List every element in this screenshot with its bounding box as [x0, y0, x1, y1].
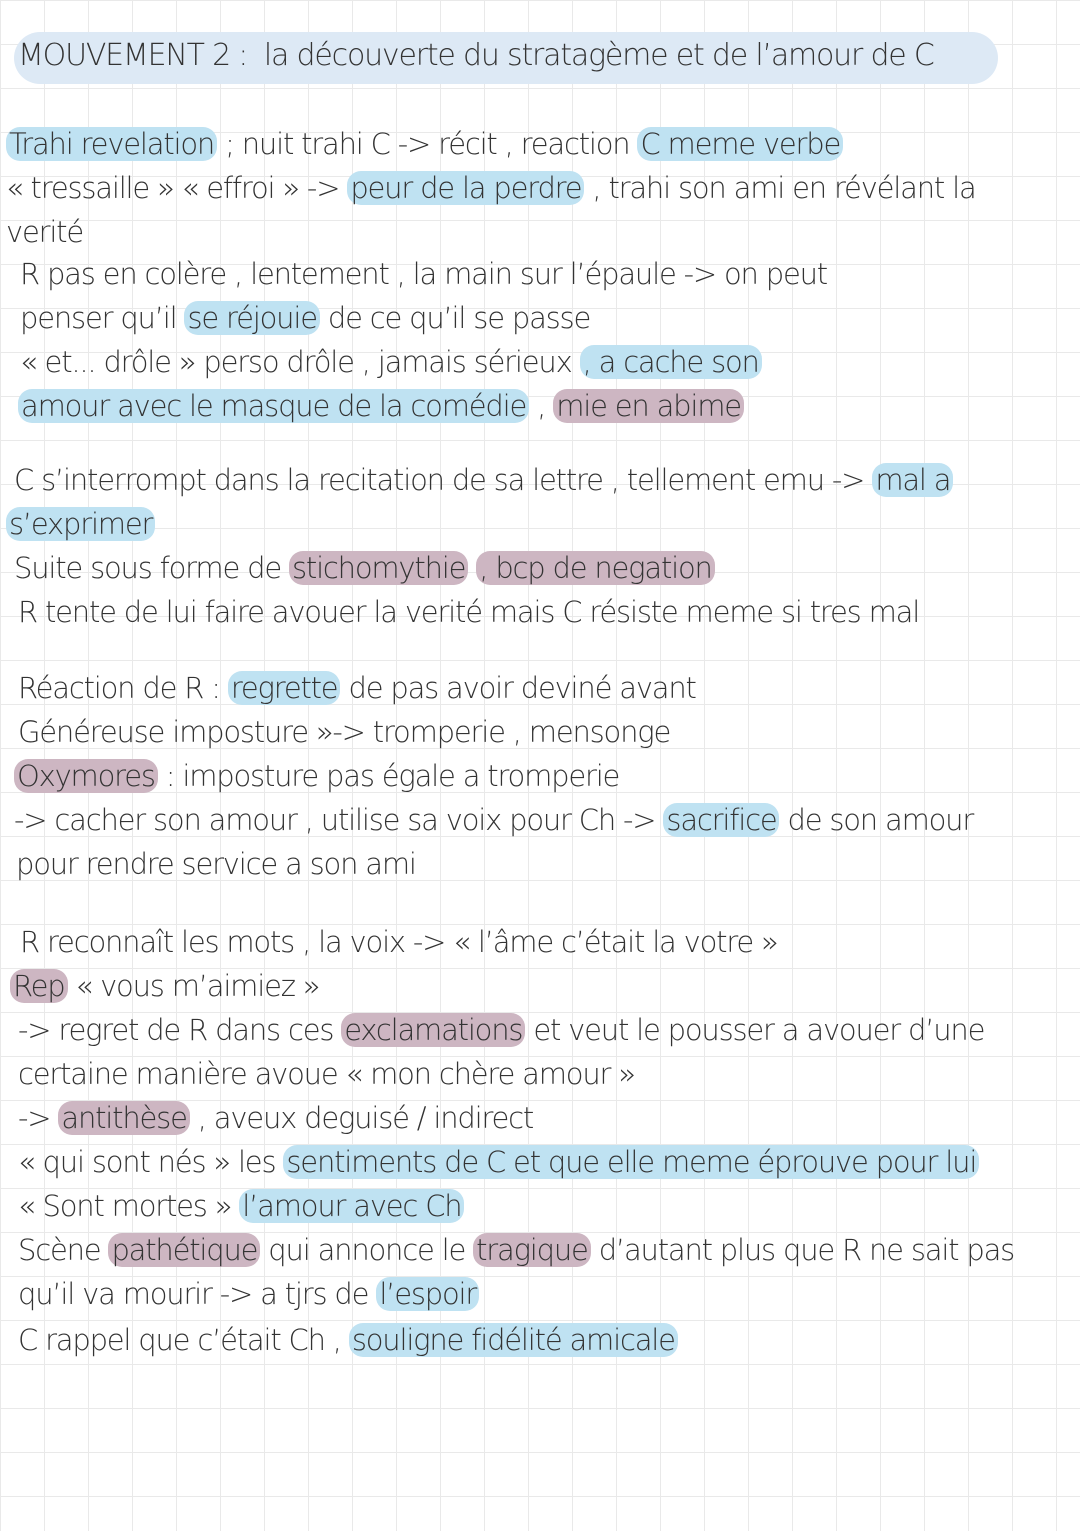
note-text: Scène — [18, 1233, 109, 1267]
note-line — [18, 1140, 979, 1184]
note-text: R reconnaît les mots , la voix -> « l’âme c’était la votre » — [20, 925, 778, 959]
highlight-mauve: , bcp de negation — [476, 551, 714, 585]
highlight-mauve: mie en abime — [553, 389, 744, 423]
note-text: de pas avoir deviné avant — [340, 671, 696, 705]
note-line — [6, 502, 155, 546]
note-text: Suite sous forme de — [14, 551, 289, 585]
note-text: et veut le pousser a avouer d’une — [525, 1013, 985, 1047]
note-text: R pas en colère , lentement , la main sur l’épaule -> on peut — [20, 257, 827, 291]
note-line — [18, 666, 696, 710]
note-text: -> cacher son amour , utilise sa voix pour Ch -> — [14, 803, 664, 837]
highlight-blue: regrette — [228, 671, 341, 705]
note-text: , trahi son ami en révélant la — [584, 171, 976, 205]
note-line — [18, 1228, 1014, 1272]
note-line — [18, 384, 744, 428]
title-label: MOUVEMENT 2 : — [18, 38, 248, 73]
note-text: C rappel que c’était Ch , — [18, 1323, 349, 1357]
note-text: d’autant plus que R ne sait pas — [590, 1233, 1015, 1267]
note-line — [18, 1272, 479, 1316]
note-line — [20, 920, 778, 964]
note-text: de son amour — [779, 803, 974, 837]
note-line — [18, 1184, 464, 1228]
note-text: , aveux deguisé / indirect — [189, 1101, 534, 1135]
highlight-mauve: pathétique — [108, 1233, 260, 1267]
note-text: C s’interrompt dans la recitation de sa lettre , tellement emu -> — [14, 463, 873, 497]
note-text: certaine manière avoue « mon chère amour » — [18, 1057, 635, 1091]
highlight-blue: amour avec le masque de la comédie — [18, 389, 529, 423]
highlight-mauve: stichomythie — [289, 551, 468, 585]
note-line — [6, 166, 976, 210]
note-text: qui annonce le — [260, 1233, 474, 1267]
note-text: verité — [6, 215, 83, 249]
note-text: Réaction de R : — [18, 671, 228, 705]
note-line — [18, 710, 670, 754]
note-text: qu’il va mourir -> a tjrs de — [18, 1277, 377, 1311]
highlight-blue: mal a — [872, 463, 953, 497]
note-text: « Sont mortes » — [18, 1189, 240, 1223]
note-line — [14, 754, 619, 798]
highlight-blue: s’exprimer — [6, 507, 155, 541]
note-text: penser qu’il — [20, 301, 185, 335]
note-text: , — [529, 389, 554, 423]
note-line — [18, 1096, 533, 1140]
highlight-blue: l’amour avec Ch — [239, 1189, 464, 1223]
highlight-mauve: tragique — [473, 1233, 591, 1267]
highlight-mauve: Rep — [10, 969, 68, 1003]
highlight-blue: souligne fidélité amicale — [349, 1323, 678, 1357]
note-line — [20, 252, 827, 296]
note-line — [14, 458, 953, 502]
highlight-blue: l’espoir — [376, 1277, 479, 1311]
note-text: Généreuse imposture »-> tromperie , mensonge — [18, 715, 671, 749]
highlight-blue: sacrifice — [663, 803, 779, 837]
highlight-blue: Trahi revelation — [6, 127, 217, 161]
note-text: pour rendre service a son ami — [16, 847, 416, 881]
note-text: de ce qu’il se passe — [319, 301, 591, 335]
page-title — [18, 34, 934, 78]
note-text: ; nuit trahi C -> récit , reaction — [217, 127, 638, 161]
highlight-blue: se réjouie — [184, 301, 319, 335]
note-line — [6, 210, 83, 254]
note-text: : imposture pas égale a tromperie — [157, 759, 620, 793]
note-text: -> — [18, 1101, 59, 1135]
note-line — [20, 340, 762, 384]
note-line — [16, 842, 416, 886]
highlight-mauve: exclamations — [341, 1013, 525, 1047]
note-text: « vous m’aimiez » — [67, 969, 320, 1003]
highlight-blue: sentiments de C et que elle meme éprouve pour lui — [283, 1145, 979, 1179]
note-line — [10, 964, 319, 1008]
note-line — [18, 1008, 984, 1052]
note-text: « tressaille » « effroi » -> — [6, 171, 348, 205]
note-line — [14, 798, 973, 842]
note-line — [14, 546, 715, 590]
highlight-blue: C meme verbe — [637, 127, 843, 161]
highlight-blue: , a cache son — [580, 345, 762, 379]
note-text: R tente de lui faire avouer la verité mais C résiste meme si tres mal — [18, 595, 920, 629]
title-text: la découverte du stratagème et de l’amour de C — [263, 38, 934, 73]
highlight-mauve: Oxymores — [14, 759, 158, 793]
note-line — [18, 1052, 635, 1096]
note-line — [18, 590, 919, 634]
note-text: -> regret de R dans ces — [18, 1013, 342, 1047]
note-line — [6, 122, 843, 166]
note-text: « qui sont nés » les — [18, 1145, 284, 1179]
note-line — [20, 296, 590, 340]
note-text: « et... drôle » perso drôle , jamais sérieux — [20, 345, 580, 379]
highlight-mauve: antithèse — [58, 1101, 189, 1135]
note-line — [18, 1318, 678, 1362]
highlight-blue: peur de la perdre — [347, 171, 584, 205]
